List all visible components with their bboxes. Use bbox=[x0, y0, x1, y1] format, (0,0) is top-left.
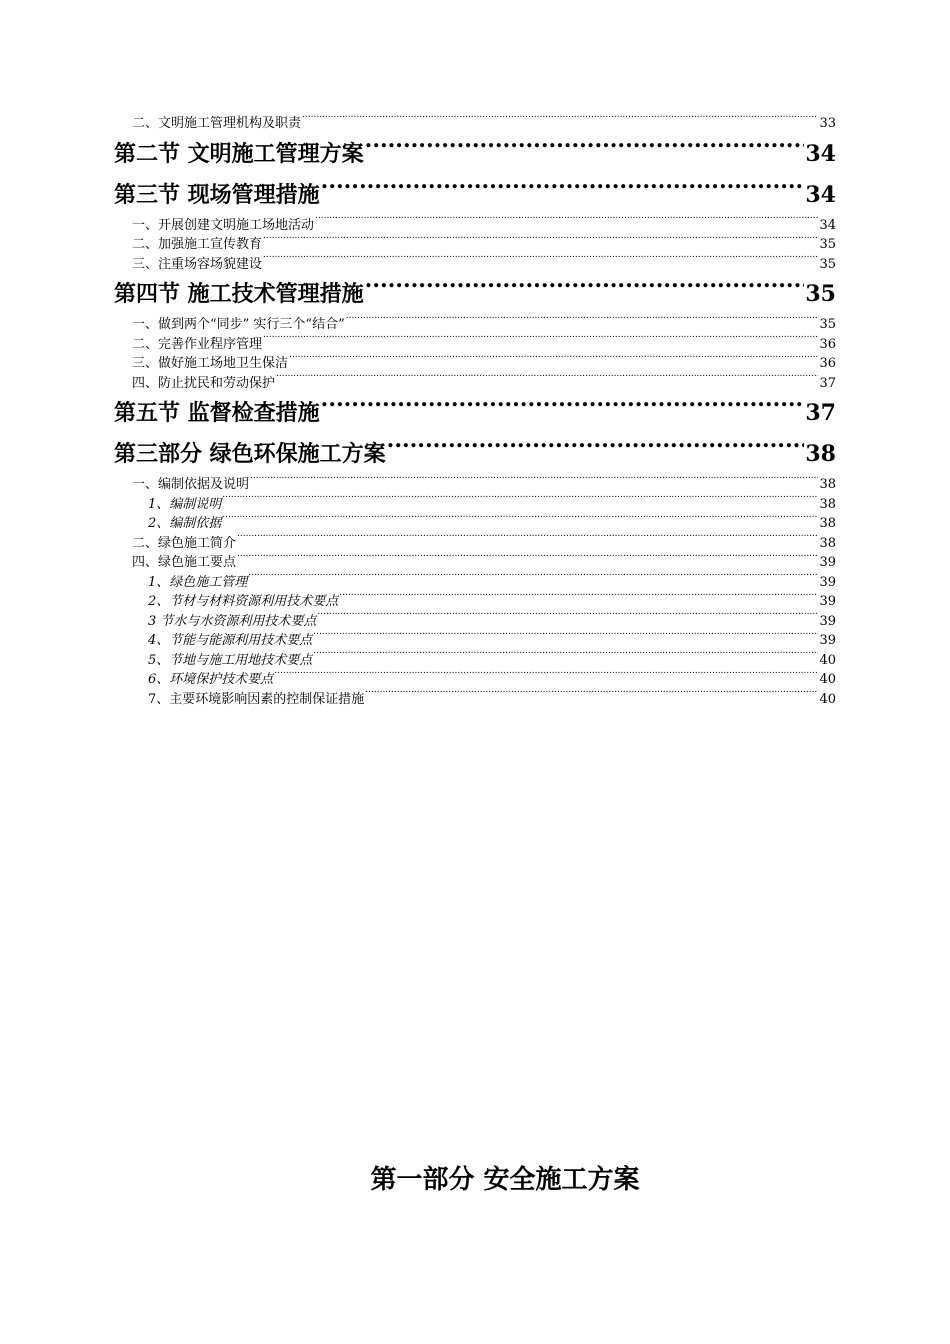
toc-section-heading[interactable] bbox=[114, 175, 836, 216]
toc-entry-label: 一、开展创建文明施工场地活动 bbox=[132, 217, 315, 233]
toc-entry-page: 36 bbox=[819, 336, 836, 352]
dot-leader bbox=[321, 398, 805, 420]
toc-subentry[interactable] bbox=[114, 651, 836, 671]
dot-leader bbox=[346, 315, 819, 328]
toc-entry[interactable] bbox=[114, 114, 836, 134]
toc-entry-label: 四、绿色施工要点 bbox=[132, 555, 237, 570]
toc-entry-label: 三、注重场容场貌建设 bbox=[132, 256, 263, 272]
toc-subentry[interactable] bbox=[114, 670, 836, 690]
toc-entry-page: 33 bbox=[819, 116, 836, 131]
dot-leader bbox=[274, 670, 818, 683]
toc-entry-label: 一、做到两个“同步” 实行三个“结合” bbox=[132, 317, 345, 332]
dot-leader bbox=[302, 114, 818, 127]
toc-entry[interactable] bbox=[114, 534, 836, 554]
dot-leader bbox=[365, 690, 818, 703]
dot-leader bbox=[289, 354, 818, 367]
toc-entry-page: 35 bbox=[819, 317, 836, 332]
toc-entry-label: 2、编制依据 bbox=[148, 516, 222, 531]
toc-entry-label: 四、防止扰民和劳动保护 bbox=[132, 375, 276, 391]
toc-entry-page: 35 bbox=[819, 237, 836, 252]
toc-entry-label: 1、编制说明 bbox=[148, 496, 222, 512]
toc-entry[interactable] bbox=[114, 374, 836, 394]
toc-entry-page: 34 bbox=[805, 140, 836, 167]
toc-entry-label: 1、绿色施工管理 bbox=[148, 574, 248, 590]
toc-entry-page: 35 bbox=[819, 256, 836, 272]
toc-entry-page: 38 bbox=[819, 535, 836, 551]
toc-section-heading[interactable] bbox=[114, 274, 836, 315]
toc-entry-page: 38 bbox=[819, 516, 836, 531]
part-title: 第一部分 安全施工方案 bbox=[370, 1165, 640, 1195]
toc-section-heading[interactable] bbox=[114, 134, 836, 175]
toc-entry-label: 6、环境保护技术要点 bbox=[148, 672, 274, 687]
toc-entry-label: 三、做好施工场地卫生保洁 bbox=[132, 356, 289, 371]
toc-section-heading[interactable] bbox=[114, 393, 836, 434]
dot-leader bbox=[237, 534, 818, 547]
toc-entry-label: 第三部分 绿色环保施工方案 bbox=[114, 441, 386, 467]
toc-entry[interactable] bbox=[114, 235, 836, 255]
toc-entry-page: 39 bbox=[819, 594, 836, 609]
toc-entry-page: 38 bbox=[805, 441, 836, 467]
dot-leader bbox=[321, 180, 805, 202]
table-of-contents bbox=[114, 114, 836, 709]
toc-entry-page: 39 bbox=[819, 555, 836, 570]
dot-leader bbox=[263, 335, 818, 348]
toc-entry[interactable] bbox=[114, 475, 836, 495]
toc-entry-label: 第五节 监督检查措施 bbox=[114, 400, 320, 426]
dot-leader bbox=[365, 139, 805, 161]
toc-subentry[interactable] bbox=[114, 612, 836, 632]
toc-entry-label: 7、主要环境影响因素的控制保证措施 bbox=[148, 691, 365, 707]
toc-subentry[interactable] bbox=[114, 573, 836, 593]
toc-entry[interactable] bbox=[114, 216, 836, 236]
dot-leader bbox=[313, 651, 818, 664]
dot-leader bbox=[365, 279, 805, 301]
dot-leader bbox=[263, 235, 818, 248]
dot-leader bbox=[339, 592, 818, 605]
toc-subentry[interactable] bbox=[114, 690, 836, 710]
toc-part-heading[interactable] bbox=[114, 434, 836, 475]
toc-entry-page: 40 bbox=[819, 691, 836, 707]
toc-entry-label: 3 节水与水资源利用技术要点 bbox=[148, 613, 317, 629]
toc-subentry[interactable] bbox=[114, 514, 836, 534]
dot-leader bbox=[313, 631, 818, 644]
toc-entry-page: 38 bbox=[819, 477, 836, 492]
toc-entry[interactable] bbox=[114, 354, 836, 374]
toc-entry-page: 35 bbox=[805, 281, 836, 307]
toc-entry-label: 4、节能与能源利用技术要点 bbox=[148, 633, 313, 648]
toc-entry-page: 34 bbox=[819, 217, 836, 233]
dot-leader bbox=[222, 495, 818, 508]
toc-entry-label: 第四节 施工技术管理措施 bbox=[114, 281, 364, 307]
toc-entry-label: 二、加强施工宣传教育 bbox=[132, 237, 263, 252]
dot-leader bbox=[222, 514, 818, 527]
toc-entry-page: 36 bbox=[819, 356, 836, 371]
toc-entry-page: 39 bbox=[819, 574, 836, 590]
dot-leader bbox=[276, 374, 818, 387]
toc-entry-label: 一、编制依据及说明 bbox=[132, 477, 250, 492]
toc-entry-page: 39 bbox=[819, 633, 836, 648]
dot-leader bbox=[248, 573, 818, 586]
toc-entry[interactable] bbox=[114, 553, 836, 573]
dot-leader bbox=[317, 612, 818, 625]
dot-leader bbox=[387, 439, 805, 461]
toc-entry-page: 34 bbox=[805, 181, 836, 208]
dot-leader bbox=[250, 475, 818, 488]
toc-entry[interactable] bbox=[114, 255, 836, 275]
toc-entry-label: 第二节 文明施工管理方案 bbox=[114, 140, 364, 167]
toc-entry-page: 38 bbox=[819, 496, 836, 512]
toc-entry-label: 第三节 现场管理措施 bbox=[114, 181, 320, 208]
toc-entry-page: 39 bbox=[819, 613, 836, 629]
toc-entry[interactable] bbox=[114, 315, 836, 335]
toc-subentry[interactable] bbox=[114, 495, 836, 515]
toc-entry-label: 二、完善作业程序管理 bbox=[132, 336, 263, 352]
dot-leader bbox=[237, 553, 818, 566]
toc-entry-label: 2、节材与材料资源利用技术要点 bbox=[148, 594, 339, 609]
toc-entry-page: 40 bbox=[819, 672, 836, 687]
toc-entry-page: 40 bbox=[819, 652, 836, 668]
toc-entry[interactable] bbox=[114, 335, 836, 355]
toc-entry-label: 二、文明施工管理机构及职责 bbox=[132, 116, 302, 131]
toc-entry-label: 二、绿色施工简介 bbox=[132, 535, 237, 551]
toc-entry-page: 37 bbox=[805, 400, 836, 426]
dot-leader bbox=[315, 216, 818, 229]
toc-subentry[interactable] bbox=[114, 592, 836, 612]
dot-leader bbox=[263, 255, 818, 268]
toc-subentry[interactable] bbox=[114, 631, 836, 651]
toc-entry-page: 37 bbox=[819, 375, 836, 391]
toc-entry-label: 5、节地与施工用地技术要点 bbox=[148, 652, 313, 668]
